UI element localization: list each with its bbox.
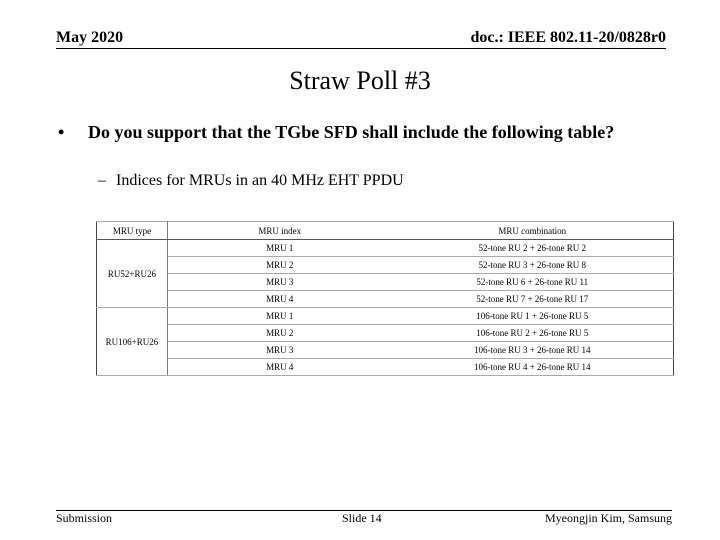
table-row bbox=[97, 325, 674, 342]
table-row bbox=[97, 257, 674, 274]
mru-type-cell: RU52+RU26 bbox=[97, 240, 168, 308]
mru-index-cell: MRU 2 bbox=[167, 325, 391, 342]
mru-combination-cell: 106-tone RU 4 + 26-tone RU 14 bbox=[392, 359, 674, 376]
mru-index-cell: MRU 3 bbox=[167, 274, 391, 291]
mru-combination-cell: 52-tone RU 2 + 26-tone RU 2 bbox=[392, 240, 674, 257]
slide-title: Straw Poll #3 bbox=[289, 66, 431, 95]
bullet-symbol: • bbox=[58, 122, 65, 142]
sub-bullet-item bbox=[98, 172, 404, 190]
header-mru-index: MRU index bbox=[167, 222, 391, 240]
table-row bbox=[97, 240, 674, 257]
table-row bbox=[97, 274, 674, 291]
mru-combination-cell: 52-tone RU 6 + 26-tone RU 11 bbox=[392, 274, 674, 291]
mru-combination-cell: 106-tone RU 1 + 26-tone RU 5 bbox=[392, 308, 674, 325]
header-doc-number: doc.: IEEE 802.11-20/0828r0 bbox=[470, 29, 666, 46]
bullet-item bbox=[58, 120, 658, 145]
footer-author: Myeongjin Kim, Samsung bbox=[544, 511, 672, 525]
mru-combination-cell: 106-tone RU 3 + 26-tone RU 14 bbox=[392, 342, 674, 359]
mru-index-cell: MRU 4 bbox=[167, 291, 391, 308]
mru-combination-cell: 52-tone RU 3 + 26-tone RU 8 bbox=[392, 257, 674, 274]
mru-type-cell: RU106+RU26 bbox=[97, 308, 168, 376]
mru-index-cell: MRU 1 bbox=[167, 308, 391, 325]
mru-combination-cell: 106-tone RU 2 + 26-tone RU 5 bbox=[392, 325, 674, 342]
mru-index-cell: MRU 3 bbox=[167, 342, 391, 359]
table-row bbox=[97, 291, 674, 308]
footer-submission: Submission bbox=[56, 511, 113, 525]
mru-combination-cell: 52-tone RU 7 + 26-tone RU 17 bbox=[392, 291, 674, 308]
header-divider bbox=[56, 48, 666, 49]
sub-bullet-symbol: – bbox=[98, 172, 106, 189]
header-mru-type: MRU type bbox=[97, 222, 168, 240]
header-date: May 2020 bbox=[56, 29, 124, 46]
mru-index-cell: MRU 2 bbox=[167, 257, 391, 274]
table-row bbox=[97, 359, 674, 376]
footer-slide-number: Slide 14 bbox=[342, 511, 382, 525]
bullet-text: Do you support that the TGbe SFD shall include the following table? bbox=[88, 122, 615, 142]
mru-table bbox=[96, 221, 674, 376]
header-mru-combination: MRU combination bbox=[392, 222, 674, 240]
mru-index-cell: MRU 4 bbox=[167, 359, 391, 376]
table-row bbox=[97, 342, 674, 359]
mru-index-cell: MRU 1 bbox=[167, 240, 391, 257]
table-row bbox=[97, 308, 674, 325]
sub-bullet-text: Indices for MRUs in an 40 MHz EHT PPDU bbox=[116, 172, 404, 189]
table-header-row bbox=[97, 222, 674, 240]
